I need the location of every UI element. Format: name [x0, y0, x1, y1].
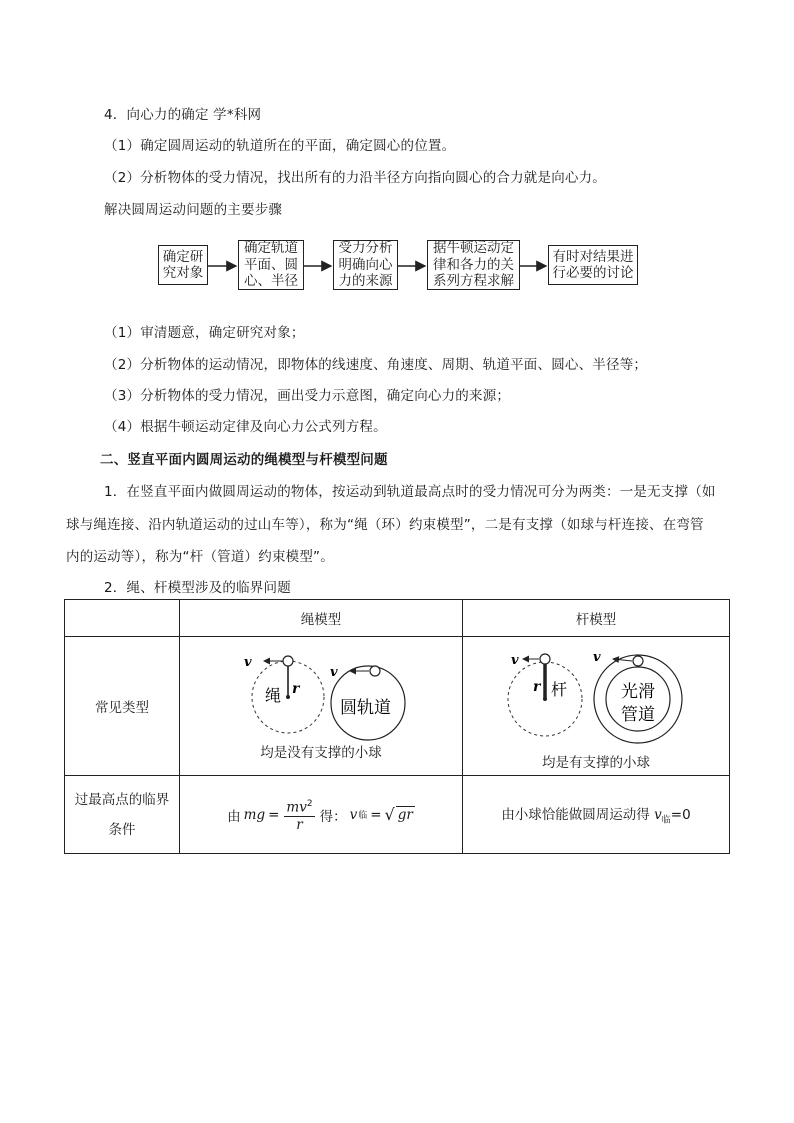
rope-v-label: v: [244, 655, 252, 670]
section2-para-line-3: 内的运动等），称为“杆（管道）约束模型”。: [66, 549, 334, 565]
rope-r-label: r: [292, 681, 300, 697]
header-empty: [65, 600, 180, 637]
tube-label-line1: 光滑: [621, 682, 655, 702]
flow-box-5: 有时对结果进 行必要的讨论: [548, 245, 638, 285]
steps-title: 解决圆周运动问题的主要步骤: [104, 202, 283, 218]
rod-caption: 均是有支撑的小球: [542, 755, 650, 771]
step-2: （2）分析物体的运动情况，即物体的线速度、角速度、周期、轨道平面、圆心、半径等；: [104, 357, 648, 373]
table-row-critical: [65, 776, 730, 854]
section2-subheading: 2．绳、杆模型涉及的临界问题: [104, 580, 291, 596]
section2-heading: 二、竖直平面内圆周运动的绳模型与杆模型问题: [100, 452, 388, 468]
rope-ball: [283, 656, 293, 666]
flow-box-1: 确定研 究对象: [158, 245, 208, 285]
rope-model-cell: [180, 637, 463, 776]
rope-condition-formula: 由 mg = $\frac{mv^2}{r}$ 得： v 临 = √ gr: [227, 796, 415, 833]
section2-para-line-2: 球与绳连接、沿内轨道运动的过山车等），称为“绳（环）约束模型”，二是有支撑（如球与杆连接、在弯管: [66, 517, 704, 533]
track-ball: [370, 666, 380, 676]
rod-ball: [540, 654, 550, 664]
rod-model-cell: [463, 637, 730, 776]
rope-caption: 均是没有支撑的小球: [260, 745, 382, 761]
circle-track-label: 圆轨道: [340, 698, 391, 718]
rope-condition-cell: [180, 776, 463, 854]
step-3: （3）分析物体的受力情况，画出受力示意图，确定向心力的来源；: [104, 388, 511, 404]
table-row-types: [65, 637, 730, 776]
track-v-label: v: [330, 665, 338, 680]
table-header-row: [65, 600, 730, 637]
comparison-table: [64, 599, 730, 854]
section4-item-2: （2）分析物体的受力情况，找出所有的力沿半径方向指向圆心的合力就是向心力。: [104, 170, 606, 186]
rope-center-dot: [286, 695, 290, 699]
section4-heading: 4．向心力的确定 学*科网: [104, 107, 262, 123]
header-rod-model: 杆模型: [463, 600, 730, 637]
step-4: （4）根据牛顿运动定律及向心力公式列方程。: [104, 419, 387, 435]
row-label-critical-condition: 过最高点的临界 条件: [65, 776, 180, 854]
rope-label: 绳: [265, 686, 282, 705]
rod-label: 杆: [551, 680, 568, 699]
rod-r-label: r: [533, 679, 541, 695]
tube-v-label: v: [593, 650, 601, 665]
rod-v-label: v: [511, 653, 519, 668]
tube-label-line2: 管道: [621, 705, 655, 725]
rod-center-dot: [543, 697, 547, 701]
flow-box-2: 确定轨道 平面、圆 心、半径: [238, 240, 304, 290]
rod-condition-cell: 由小球恰能做圆周运动得 $v_临=0$: [463, 776, 730, 854]
flow-box-4: 据牛顿运动定 律和各力的关 系列方程求解: [427, 240, 520, 290]
header-rope-model: 绳模型: [180, 600, 463, 637]
section2-para-line-1: 1．在竖直平面内做圆周运动的物体，按运动到轨道最高点时的受力情况可分为两类：一是无支撑（如: [104, 484, 716, 500]
section4-item-1: （1）确定圆周运动的轨道所在的平面，确定圆心的位置。: [104, 138, 456, 154]
row-label-common-types: 常见类型: [65, 637, 180, 776]
flow-box-3: 受力分析 明确向心 力的来源: [333, 240, 398, 290]
flowchart: [158, 240, 638, 292]
tube-ball: [633, 656, 643, 666]
step-1: （1）审清题意，确定研究对象；: [104, 325, 305, 341]
